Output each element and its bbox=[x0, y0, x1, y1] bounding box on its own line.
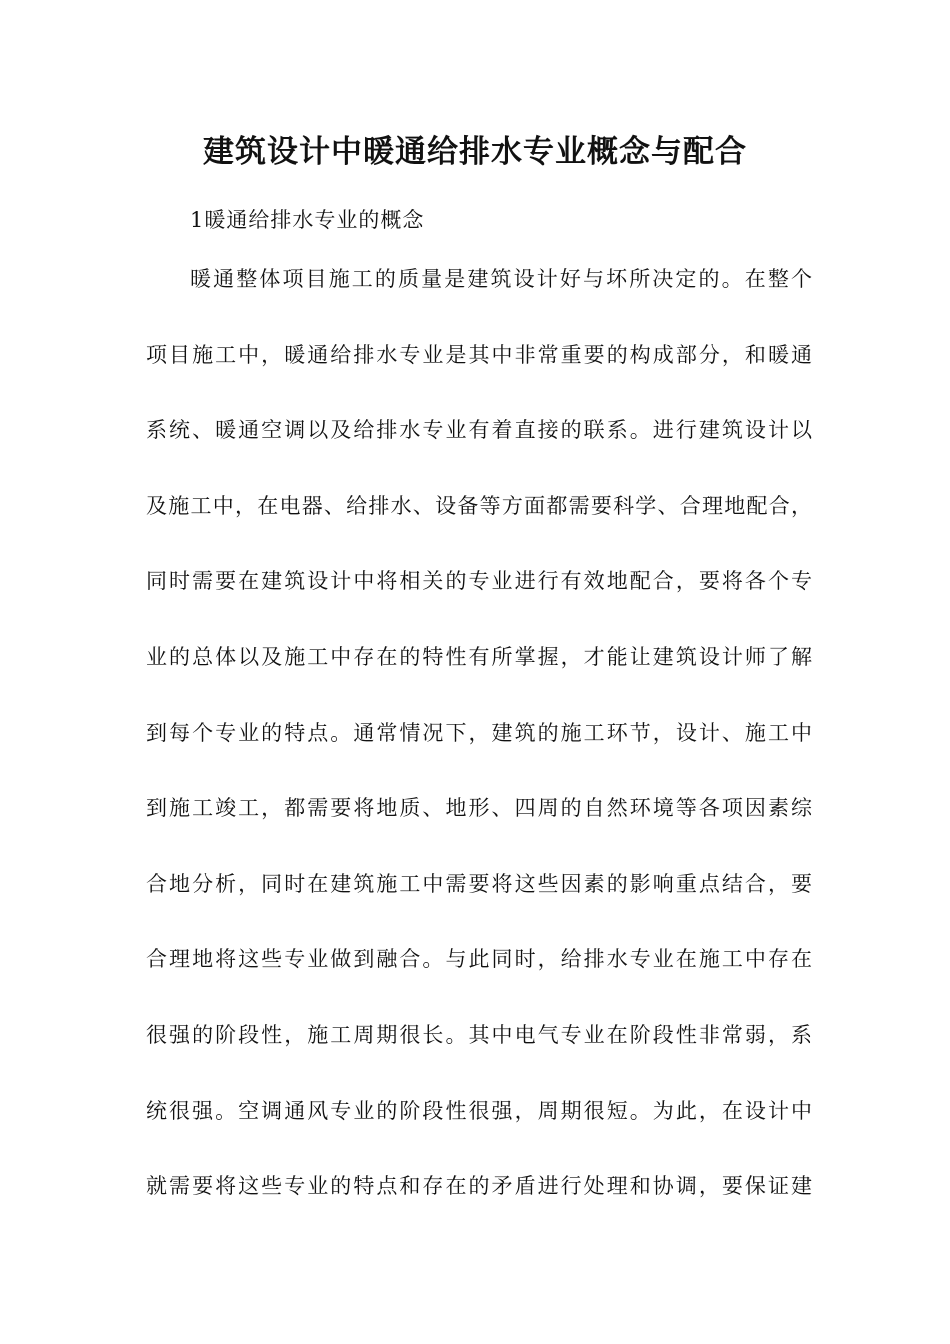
paragraph-line: 合理地将这些专业做到融合。与此同时，给排水专业在施工中存在 bbox=[146, 947, 812, 972]
paragraph-line: 统很强。空调通风专业的阶段性很强，周期很短。为此，在设计中 bbox=[146, 1098, 812, 1123]
paragraph-line: 很强的阶段性，施工周期很长。其中电气专业在阶段性非常弱，系 bbox=[146, 1022, 812, 1047]
body-paragraph bbox=[146, 263, 812, 1246]
paragraph-line: 到每个专业的特点。通常情况下，建筑的施工环节，设计、施工中 bbox=[146, 720, 812, 745]
paragraph-line: 系统、暖通空调以及给排水专业有着直接的联系。进行建筑设计以 bbox=[146, 418, 812, 443]
section-heading: 1暖通给排水专业的概念 bbox=[190, 208, 425, 232]
paragraph-line: 就需要将这些专业的特点和存在的矛盾进行处理和协调，要保证建 bbox=[146, 1174, 812, 1199]
paragraph-line: 到施工竣工，都需要将地质、地形、四周的自然环境等各项因素综 bbox=[146, 796, 812, 821]
paragraph-line: 同时需要在建筑设计中将相关的专业进行有效地配合，要将各个专 bbox=[146, 569, 812, 594]
paragraph-line: 业的总体以及施工中存在的特性有所掌握，才能让建筑设计师了解 bbox=[146, 644, 812, 669]
paragraph-line: 暖通整体项目施工的质量是建筑设计好与坏所决定的。在整个 bbox=[190, 267, 812, 291]
paragraph-line: 及施工中，在电器、给排水、设备等方面都需要科学、合理地配合， bbox=[146, 493, 812, 518]
paragraph-line: 合地分析，同时在建筑施工中需要将这些因素的影响重点结合，要 bbox=[146, 871, 812, 896]
paragraph-line: 项目施工中，暖通给排水专业是其中非常重要的构成部分，和暖通 bbox=[146, 342, 812, 367]
document-title: 建筑设计中暖通给排水专业概念与配合 bbox=[203, 134, 747, 170]
